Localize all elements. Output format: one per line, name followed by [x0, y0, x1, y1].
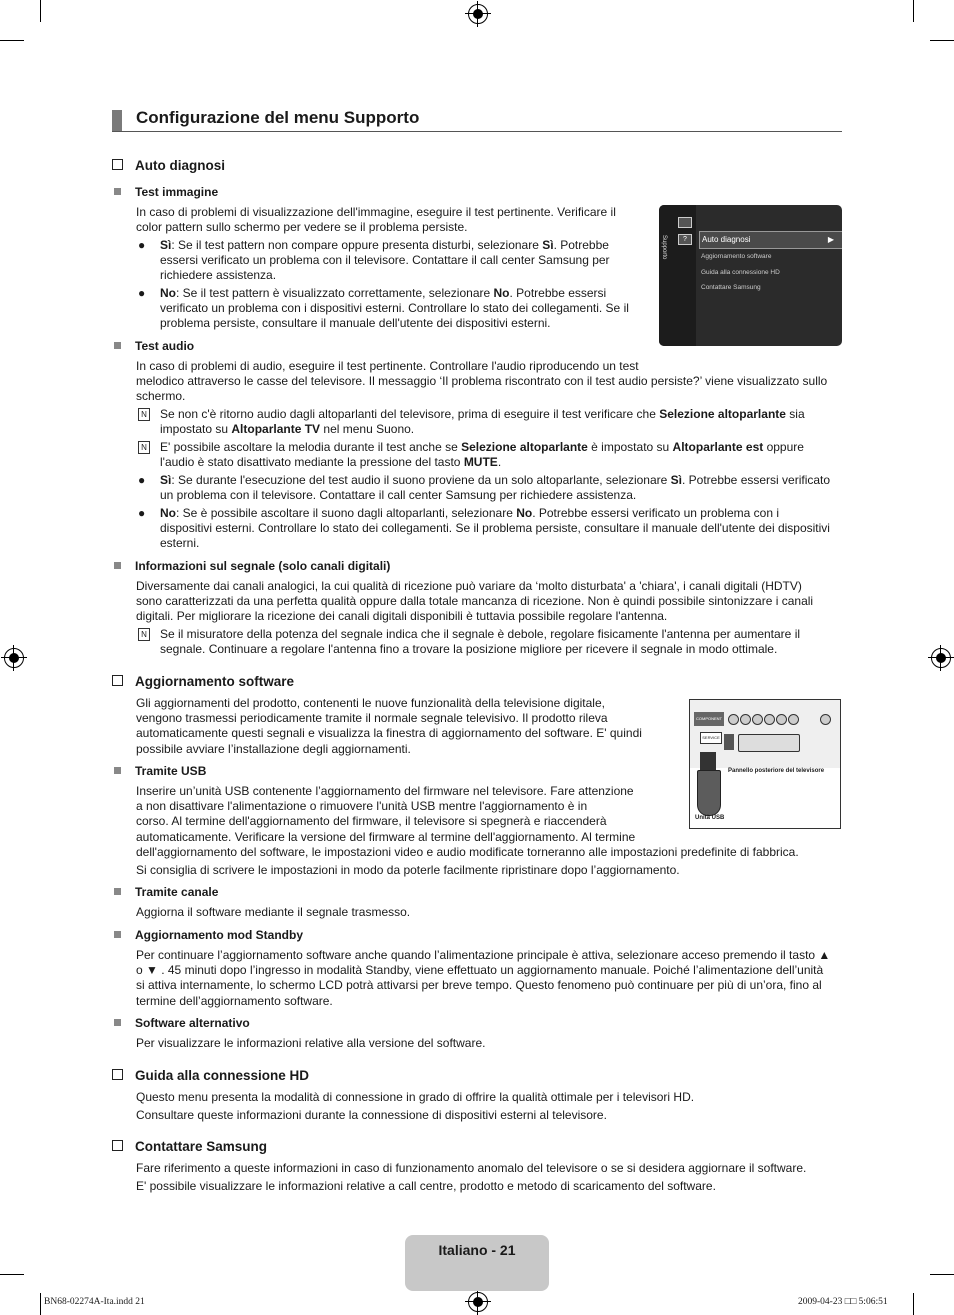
square-bullet-icon [114, 562, 121, 569]
jack-icon [776, 714, 787, 725]
bullet-icon: ● [138, 506, 146, 520]
subsection-heading: Aggiornamento mod Standby [114, 928, 303, 942]
bullet-icon: ● [138, 286, 146, 300]
file-slug: BN68-02274A-Ita.indd 21 [44, 1297, 145, 1307]
paragraph: In caso di problemi di audio, eseguire il test pertinente. Controllare l'audio riproducendo un test melodico attraverso le casse del televisore. Il messaggio ‘Il problema riscontrato con il test audio persiste?’ viene visualizzato sullo schermo. [136, 359, 828, 404]
title-marker [112, 110, 122, 131]
registration-mark-icon [468, 4, 488, 24]
date-slug: 2009-04-23 □□ 5:06:51 [798, 1297, 888, 1307]
jack-icon [728, 714, 739, 725]
section-heading: Contattare Samsung [112, 1139, 267, 1154]
menu-item[interactable]: Aggiornamento software [701, 253, 772, 260]
service-port: SERVICE [700, 732, 722, 744]
title-rule [112, 131, 842, 132]
jack-icon [764, 714, 775, 725]
paragraph: In caso di problemi di visualizzazione dell'immagine, eseguire il test pertinente. Verificare il color pattern sullo schermo per vedere se il problema persiste. [136, 205, 616, 235]
support-icon: ? [678, 234, 692, 245]
paragraph: Si consiglia di scrivere le impostazioni in modo da poterle facilmente ripristinare dopo l’aggiornamento. [136, 863, 680, 877]
jack-icon [788, 714, 799, 725]
scart-connector [738, 734, 800, 752]
crop-mark [913, 0, 914, 22]
page-title: Configurazione del menu Supporto [136, 108, 420, 127]
paragraph: E' possibile visualizzare le informazioni relative a call centre, prodotto e metodo di scaricamento del software. [136, 1179, 716, 1193]
crop-mark [913, 1293, 914, 1315]
crop-mark [930, 40, 954, 41]
jack-icon [820, 714, 831, 725]
checkbox-icon [112, 159, 123, 170]
paragraph: Diversamente dai canali analogici, la cui qualità di ricezione può variare da ‘molto disturbata' a 'chiara', i canali digitali (HDTV) sono caratterizzati da una perfetta qualità oppure dalla totale mancanza di ricezione. Non è quindi possibile sintonizzare i canali digitali. Per migliorare la ricezione dei canali digitali disponibili è tuttavia possibile regolare l'antenna. [136, 579, 814, 624]
crop-mark [0, 40, 24, 41]
registration-mark-icon [4, 648, 24, 668]
jack-icon [752, 714, 763, 725]
menu-item-selected[interactable]: Auto diagnosi ▶ [699, 231, 842, 249]
menu-item[interactable]: Guida alla connessione HD [701, 269, 780, 276]
support-menu-screenshot [659, 205, 842, 346]
crop-mark [40, 1293, 41, 1315]
paragraph: Fare riferimento a queste informazioni in caso di funzionamento anomalo del televisore o se si desidera aggiornare il software. [136, 1161, 807, 1175]
rear-panel-label: Pannello posteriore del televisore [728, 768, 825, 774]
section-heading: Auto diagnosi [112, 158, 225, 173]
arrow-right-icon: ▶ [827, 235, 834, 244]
paragraph: Consultare queste informazioni durante la connessione di dispositivi esterni al televisore. [136, 1108, 607, 1122]
square-bullet-icon [114, 1019, 121, 1026]
crop-mark [40, 0, 41, 22]
subsection-heading: Tramite USB [114, 764, 206, 778]
subsection-heading: Tramite canale [114, 885, 218, 899]
note-icon: N [138, 441, 150, 454]
scart-label [724, 734, 734, 750]
usb-drive-label: Unità USB [695, 815, 725, 821]
paragraph: Aggiorna il software mediante il segnale trasmesso. [136, 905, 411, 919]
paragraph: Gli aggiornamenti del prodotto, contenenti le nuove funzionalità della televisione digitale, vengono trasmessi periodicamente tramite il normale segnale televisivo. Il prodotto rileva automaticamente questi segnali e visualizza la finestra di aggiornamento del software. E' quindi possibile avviare l’installazione degli aggiornamenti. [136, 696, 642, 756]
registration-mark-icon [931, 648, 951, 668]
square-bullet-icon [114, 888, 121, 895]
section-heading: Aggiornamento software [112, 674, 294, 689]
subsection-heading: Test audio [114, 339, 194, 353]
bullet-icon: ● [138, 238, 146, 252]
paragraph: Questo menu presenta la modalità di connessione in grado di offrire la qualità ottimale per i televisori HD. [136, 1090, 695, 1104]
bullet-icon: ● [138, 473, 146, 487]
checkbox-icon [112, 675, 123, 686]
square-bullet-icon [114, 931, 121, 938]
component-label: COMPONENT [694, 712, 724, 726]
subsection-heading: Software alternativo [114, 1016, 250, 1030]
paragraph: Per visualizzare le informazioni relative alla versione del software. [136, 1036, 486, 1050]
menu-side-label: Supporto [661, 235, 667, 260]
checkbox-icon [112, 1140, 123, 1151]
picture-icon [678, 217, 692, 228]
registration-mark-icon [468, 1292, 488, 1312]
note-icon: N [138, 408, 150, 421]
jack-icon [740, 714, 751, 725]
checkbox-icon [112, 1069, 123, 1080]
usb-plug [700, 752, 716, 772]
page-number: Italiano - 21 [438, 1242, 516, 1258]
crop-mark [0, 1274, 24, 1275]
square-bullet-icon [114, 342, 121, 349]
square-bullet-icon [114, 767, 121, 774]
section-heading: Guida alla connessione HD [112, 1068, 309, 1083]
subsection-heading: Test immagine [114, 185, 218, 199]
paragraph: Inserire un’unità USB contenente l’aggiornamento del firmware nel televisore. Fare attenzione a non disattivare l'alimentazione o rimuovere l'unità USB mentre l'aggiornamento è in corso. Al termine dell'aggiornamento del firmware, il televisore si spegnerà e riaccenderà automaticamente. Verificare la versione del firmware al termine dell'aggiornamento. Al termine dell'aggiornamento del software, le impostazioni video e audio modificate torneranno alle impostazioni predefinite di fabbrica. [136, 784, 799, 859]
menu-item[interactable]: Contattare Samsung [701, 284, 761, 291]
note-icon: N [138, 628, 150, 641]
paragraph: Per continuare l’aggiornamento software anche quando l’alimentazione principale è attiva, selezionare acceso premendo il tasto ▲ o ▼ . 45 minuti dopo l’ingresso in modalità Standby, viene effettuato un aggiornamento manuale. Poiché l’alimentazione dell’unità si attiva internamente, lo schermo LCD potrà attivarsi per breve tempo. Questo fenomeno può continuare per più di un’ora, fino al termine dell’aggiornamento software. [136, 948, 831, 1008]
subsection-heading: Informazioni sul segnale (solo canali digitali) [114, 559, 390, 573]
crop-mark [930, 1274, 954, 1275]
square-bullet-icon [114, 188, 121, 195]
